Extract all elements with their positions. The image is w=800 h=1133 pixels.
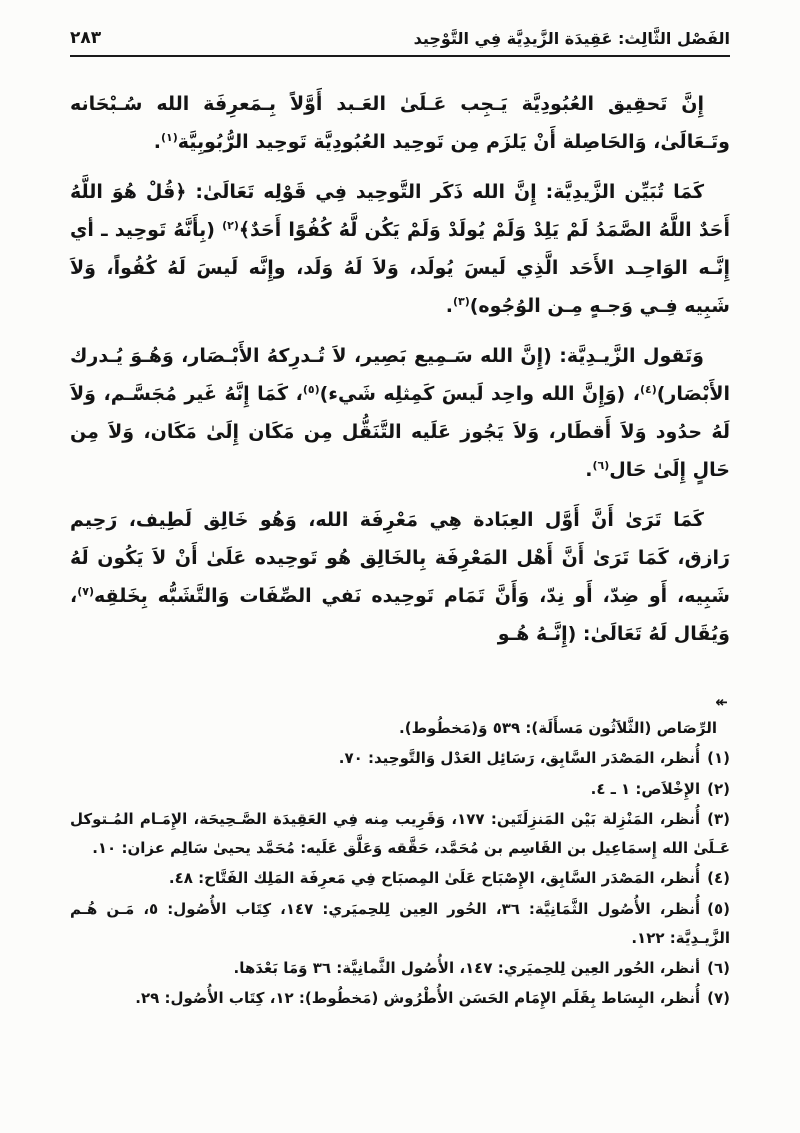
footnote-item bbox=[70, 984, 730, 1013]
footnote-ref: (٢) bbox=[222, 219, 239, 232]
footnotes-section bbox=[70, 695, 730, 1014]
text-run: ، كَمَا إِنَّهُ غَير مُجَسَّـم، وَلاَ لَهُ حدُود وَلاَ أَقطَار، وَلاَ يَجُوز عَلَيه التَّنَقُّل مِن مَكَان إِلَىٰ مَكَان، وَلاَ مِن حَالٍ إِلَىٰ حَال bbox=[70, 383, 730, 481]
page-number: ٢٨٣ bbox=[70, 28, 102, 48]
footnote-text: أُنظر، المَصْدَر السَّابِق، رَسَائِل العَدْل وَالتَّوحِيد: ٧٠. bbox=[338, 749, 701, 768]
footnote-item bbox=[70, 895, 730, 954]
footnote-text: أُنظر، البِسَاط بِقَلَم الإِمَام الحَسَن الأُطْرُوش (مَخطُوط): ١٢، كِتَاب الأُصُول: ٢٩. bbox=[135, 989, 701, 1008]
body-text bbox=[70, 85, 730, 653]
paragraph bbox=[70, 337, 730, 489]
text-run: . bbox=[445, 295, 453, 317]
text-run: وَتَقول الزَّيـدِيَّة: (إِنَّ الله سَـمِيع بَصِير، لاَ تُـدرِكهُ الأَبْـصَار، وَهُـوَ يُـدرك الأَبْصَار) bbox=[70, 345, 731, 405]
footnote-ref: (٦) bbox=[592, 459, 610, 472]
footnote-item bbox=[70, 775, 730, 804]
page-header bbox=[70, 28, 730, 57]
footnote-ref: (٣) bbox=[452, 295, 470, 308]
footnote-marker: (٧) bbox=[707, 989, 730, 1008]
text-run: إِنَّ تَحقِيق العُبُودِيَّة يَـجِب عَـلَىٰ العَـبد أَوَّلاً بِـمَعرِفَة الله سُـبْحَانه وتَـعَالَىٰ، وَالحَاصِلة أَنْ يَلزَم مِن تَوحِيد العُبُودِيَّة تَوحِيد الرُّبُوبِيَّة bbox=[70, 93, 730, 153]
text-run: . bbox=[153, 131, 161, 153]
paragraph bbox=[70, 173, 730, 325]
footnote-text: أُنظر، الأُصُول الثَّمَانِيَّة: ٣٦، الحُور العِين لِلحِميَري: ١٤٧، كِتَاب الأُصُول: ٥، مَـن هُـم الزَّيـدِيَّة: ١٢٢. bbox=[70, 899, 730, 947]
text-run: (بِأَنَّهُ تَوحِيد ـ أي إِنَّـه الوَاحِـد الأَحَد الَّذِي لَيسَ يُولَد، وَلاَ لَهُ وَلَد، وإِنَّه لَيسَ لَهُ كُفُواً، وَلاَ شَبِيه فِـي وَجـهٍ مِـن الوُجُوه) bbox=[70, 219, 730, 317]
footnote-item bbox=[70, 864, 730, 893]
chapter-title: الفَصْل الثَّالِث: عَقِيدَة الزَّيدِيَّة فِي التَّوْحِيد bbox=[413, 29, 730, 48]
footnote-marker: (٣) bbox=[707, 809, 731, 828]
footnote-ref: (٥) bbox=[302, 383, 320, 396]
footnote-marker: (٥) bbox=[707, 899, 731, 918]
footnote-text: الإِخْلاَص: ١ ـ ٤. bbox=[590, 779, 701, 798]
footnote-text: أُنظر، المَنْزِلة بَيْن المَنزِلَتَين: ١٧٧، وَقَرِيب مِنه فِي العَقِيدَة الصَّـحِيحَة، الإِمَـام المُـتوكل عَـلَىٰ الله إِسمَاعِيل بن القَاسِم بن مُحَمَّد، حَقَّقه وَعَلَّق عَلَيه: مُحَمَّد يحيىٰ سَالِم عزان: ١٠. bbox=[70, 809, 730, 857]
footnote-ref: (٤) bbox=[639, 383, 657, 396]
footnote-item bbox=[70, 744, 730, 773]
footnote-item bbox=[70, 714, 730, 743]
footnote-item bbox=[70, 805, 730, 864]
text-run: ، وَيُقَال لَهُ تَعَالَىٰ: (إِنَّـهُ هُـو bbox=[70, 585, 730, 645]
footnote-text: الرِّصَاص (الثَّلاَثُون مَسأَلَة): ٥٣٩ وَ(مَخطُوط). bbox=[399, 719, 717, 737]
text-run: كَمَا تُبَيِّن الزَّيدِيَّة: إِنَّ الله ذَكَر التَّوحِيد فِي قَوْلِه تَعَالَىٰ: bbox=[186, 181, 704, 203]
footnote-text: أُنظر، المَصْدَر السَّابِق، الإِصْبَاح عَلَىٰ المِصبَاح فِي مَعرِفَة المَلِك الفَتَّاح: ٤٨. bbox=[168, 869, 701, 888]
footnote-ref: (٧) bbox=[77, 585, 94, 598]
footnote-marker: (٦) bbox=[707, 959, 730, 977]
footnote-text: أنظر، الحُور العِين لِلحِميَري: ١٤٧، الأُصُول الثَّمانِيَّة: ٣٦ وَمَا بَعْدَها. bbox=[233, 959, 701, 977]
paragraph bbox=[70, 501, 730, 653]
footnote-marker: (٤) bbox=[707, 869, 730, 888]
footnote-item bbox=[70, 954, 730, 983]
footnote-marker: (٢) bbox=[707, 779, 730, 798]
text-run: ، (وَإِنَّ الله واحِد لَيسَ كَمِثلِه شَيء) bbox=[319, 383, 640, 405]
paragraph bbox=[70, 85, 730, 161]
text-run: كَمَا تَرَىٰ أَنَّ أَوَّل العِبَادة هِي مَعْرِفَة الله، وَهُو خَالِق لَطِيف، رَحِيم رَازق، كَمَا تَرَىٰ أَنَّ أَهْل المَعْرِفَة بِالخَالِق هُو تَوحِيده عَلَىٰ أَنْ لاَ يَكُون لَهُ شَبِيه، أَو ضِدّ، أَو نِدّ، وَأَنَّ تَمَام تَوحِيده نَفي الصِّفَات وَالتَّشَبُّه بِخَلقِه bbox=[70, 509, 730, 607]
footnote-ref: (١) bbox=[160, 131, 178, 144]
continuation-icon: ↞ bbox=[715, 693, 728, 711]
footnote-marker: (١) bbox=[707, 749, 730, 768]
quran-verse: ﴿قُلْ هُوَ اللَّهُ أَحَدٌ اللَّهُ الصَّمَدُ لَمْ يَلِدْ وَلَمْ يُولَدْ وَلَمْ يَكُن لَّهُ كُفُوًا أَحَدٌ﴾ bbox=[70, 181, 730, 241]
text-run: . bbox=[585, 459, 593, 481]
